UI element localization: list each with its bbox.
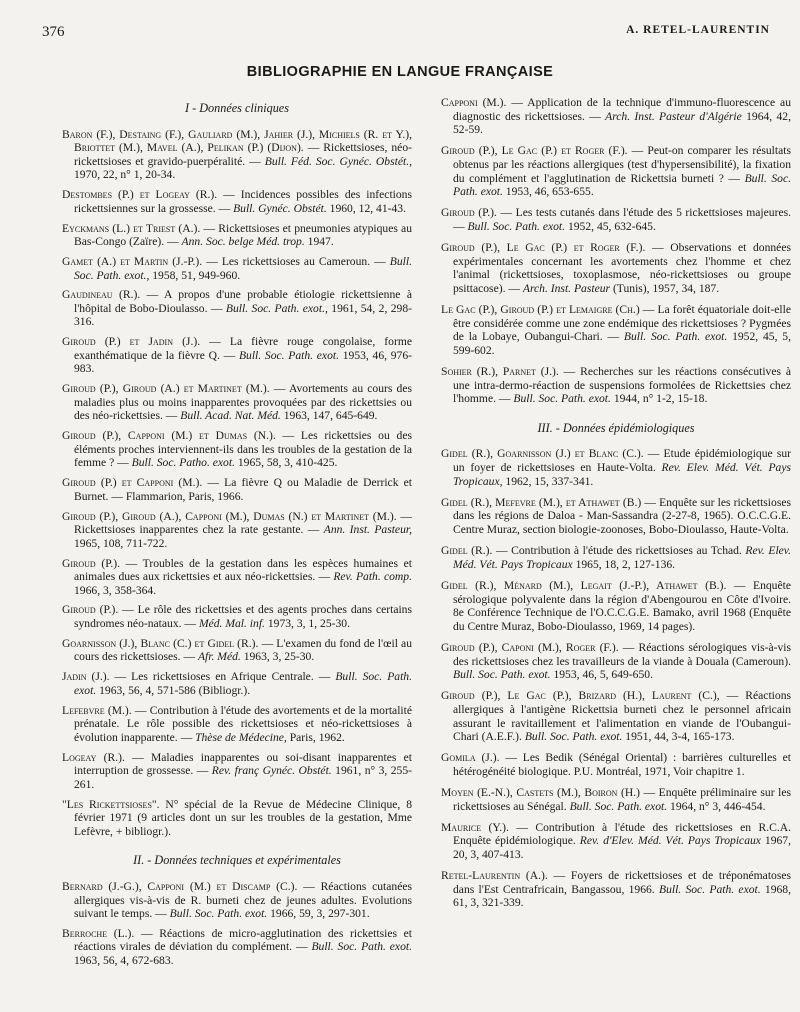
bibliography-entry <box>62 222 412 249</box>
entry-citation: 1968, 61, 3, 321-339. <box>453 882 791 910</box>
entry-authors: Goarnisson (J.), Blanc (C.) et Gidel (R.). <box>62 636 259 650</box>
entry-title: — Rickettsioses et pneumonies atypiques au Bas-Congo (Zaïre). — <box>74 221 412 249</box>
bibliography-entry <box>62 704 412 745</box>
bibliography-entry <box>62 476 412 503</box>
entry-authors: Jadin (J.). <box>62 670 110 684</box>
bibliography-entry <box>441 869 791 910</box>
bibliography-entry <box>62 798 412 839</box>
entry-citation: 1953, 46, 653-655. <box>502 185 594 199</box>
entry-source: Afr. Méd. <box>197 650 241 664</box>
entry-authors: Giroud (P.). <box>62 556 121 570</box>
entry-source: Bull. Soc. Path. exot. <box>658 882 761 896</box>
bibliography-entry <box>62 670 412 697</box>
section-heading-techniques: II. - Données techniques et expérimentales <box>133 853 341 868</box>
bibliography-entry <box>62 288 412 329</box>
entry-title: — Contribution à l'étude des avortements et de la mortalité prénatale. Le rôle possible des rickettsioses et néo-rickettsioses à évolution inapparente. — <box>74 703 413 744</box>
entry-source: Bull. Soc. Path. exot. <box>569 799 668 813</box>
entry-authors: Gidel (R.), Goarnisson (J.) et Blanc (C.). <box>441 447 644 461</box>
entry-authors: Logeay (R.). <box>62 750 125 764</box>
entry-source: Rev. franç Gynéc. Obstét. <box>211 764 332 778</box>
bibliography-entry <box>62 128 412 182</box>
entry-authors: Gaudineau (R.). <box>62 288 141 302</box>
entry-authors: Lefebvre (M.). <box>62 703 132 717</box>
running-header <box>42 24 770 44</box>
entry-source: Bull. Soc. Path. exot. <box>524 730 623 744</box>
entry-source: Bull. Soc. Path. exot. <box>513 392 611 406</box>
section-heading-epidemiology: III. - Données épidémiologiques <box>537 420 695 435</box>
epidemiology-entries <box>441 447 791 910</box>
bibliography-entry <box>441 579 791 633</box>
entry-title: — Réactions cutanées allergiques vis-à-vis de R. burneti chez de jeunes adultes. Evolutions suivant le temps. — <box>74 879 412 921</box>
entry-authors: Giroud (P.) et Capponi (M.). <box>62 476 203 490</box>
entry-citation: Paris, 1962. <box>286 730 345 744</box>
entry-citation: 1973, 3, 1, 25-30. <box>264 617 350 631</box>
entry-authors: Gidel (R.), Mefevre (M.), et Athawet (B.) <box>441 495 642 509</box>
entry-title: — Réactions sérologiques vis-à-vis des rickettsioses chez les travailleurs de la viande à Douala (Cameroun). <box>453 640 792 668</box>
entry-citation: 1947. <box>304 235 334 249</box>
entry-citation: 1965, 108, 711-722. <box>74 536 168 550</box>
entry-title: — Les rickettsioses en Afrique Centrale. — <box>109 670 336 684</box>
entry-title: — La fièvre rouge congolaise, forme exanthématique de la fièvre Q. — <box>74 335 412 362</box>
entry-source: Bull. Soc. Path. exot. <box>467 219 566 233</box>
entry-authors: Baron (F.), Destaing (F.), Gauliard (M.), Jahier (J.), Michiels (R. et Y.), Briottet (M.), Mavel (A.), Pelikan (P.) (Dijon). <box>62 127 412 155</box>
entry-authors: Giroud (P.), Le Gac (P.) et Roger (F.). <box>441 241 646 255</box>
bibliography-entry <box>441 786 791 813</box>
entry-title: — Les rickettsioses au Cameroun. — <box>202 254 390 268</box>
bibliography-entry <box>62 637 412 664</box>
bibliography-entry <box>62 429 412 470</box>
entry-title: — Réactions de micro-agglutination des rickettsies et réactions virales de déviation du complément. — <box>74 926 413 954</box>
entry-authors: Capponi (M.). <box>441 96 507 109</box>
entry-citation: 1966, 59, 3, 297-301. <box>267 907 370 921</box>
entry-authors: Le Gac (P.), Giroud (P.) et Lemaigre (Ch.) <box>441 303 640 317</box>
entry-authors: Sohier (R.), Parnet (J.). <box>441 365 559 379</box>
entry-citation: 1967, 20, 3, 407-413. <box>453 834 791 862</box>
entry-source: Bull. Soc. Patho. exot. <box>131 456 235 470</box>
entry-source: Ann. Inst. Pasteur, <box>323 523 412 537</box>
page-title: BIBLIOGRAPHIE EN LANGUE FRANÇAISE <box>246 64 554 80</box>
entry-authors: Giroud (P.). <box>62 603 119 617</box>
bibliography-entry <box>441 821 791 862</box>
bibliography-entry <box>441 241 791 295</box>
bibliography-entry <box>441 303 791 357</box>
entry-source: Bull. Soc. Path. exot. <box>169 907 268 921</box>
bibliography-entry <box>441 641 791 682</box>
entry-title: — Application de la technique d'immuno-fluorescence au diagnostic des rickettsioses. — <box>453 96 791 123</box>
entry-authors: "Les Rickettsioses". <box>62 797 160 811</box>
entry-title: — Les Bedik (Sénégal Oriental) : barrières culturelles et hétérogénéité biologique. P.U. Montréal, 1971, Voir chapitre 1. <box>453 751 791 778</box>
entry-title: — Foyers de rickettsioses et de tréponématoses dans l'Est Centrafricain, Bangassou, 1966. <box>453 869 792 896</box>
entry-citation: 1953, 46, 976-983. <box>74 348 413 376</box>
entry-citation: 1963, 56, 4, 672-683. <box>74 954 174 968</box>
entry-title: — Contribution à l'étude des rickettsioses au Tchad. <box>492 544 746 558</box>
entry-authors: Gidel (R.). <box>441 544 493 558</box>
entry-citation: 1952, 45, 5, 599-602. <box>453 330 791 357</box>
entry-title: — L'examen du fond de l'œil au cours des rickettsioses. — <box>74 636 412 664</box>
entry-title: — Enquête sur les rickettsioses dans les régions de Daloa - Man-Sassandra (2-27-8, 1965). O.C.C.G.E. Centre Muraz, section biologie-zoonoses, Bobo-Dioulasso, Haute-Volta. <box>453 495 791 536</box>
entry-citation: 1963, 56, 4, 571-586 (Bibliogr.). <box>96 683 251 697</box>
clinical-entries <box>62 128 412 839</box>
entry-source: Thèse de Médecine, <box>195 730 287 744</box>
entry-title: — Rickettsioses inapparentes chez la rate gestante. — <box>74 509 413 537</box>
entry-authors: Gidel (R.), Ménard (M.), Legait (J.-P.), Athawet (B.). <box>441 578 727 592</box>
entry-source: Rev. Path. comp. <box>333 570 413 584</box>
entry-citation: 1965, 58, 3, 410-425. <box>234 456 338 470</box>
entry-citation: 1960, 12, 41-43. <box>326 201 406 215</box>
entry-source: Bull. Soc. Path. exot. <box>311 940 412 954</box>
entry-title: — Maladies inapparentes ou soi-disant inapparentes et interruption de grossesse. — <box>74 750 412 778</box>
entry-title: — Etude épidémiologique sur un foyer de rickettsioses en Haute-Volta. <box>453 447 791 475</box>
entry-authors: Berroche (L.). <box>62 926 135 940</box>
technique-entries <box>62 880 412 968</box>
entry-authors: Maurice (Y.). <box>441 820 509 834</box>
entry-citation: 1965, 18, 2, 127-136. <box>572 557 676 571</box>
entry-authors: Giroud (P.) et Jadin (J.). <box>62 335 201 349</box>
entry-authors: Giroud (P.), Giroud (A.) et Martinet (M.). <box>62 382 270 396</box>
entry-source: Rev. Elev. Méd. Vét. Pays Tropicaux <box>453 544 791 571</box>
bibliography-entry <box>62 255 412 282</box>
entry-citation: 1962, 15, 337-341. <box>502 474 594 488</box>
entry-title: — Observations et données expérimentales concernant les avortements chez l'homme et chez l'animal (rickettsioses, toxoplasmose, néo-rickettsioses ou groupe psittacose). — <box>453 241 791 295</box>
entry-citation: 1944, n° 1-2, 15-18. <box>610 392 708 406</box>
entry-source: Bull. Féd. Soc. Gynéc. Obstét., <box>264 154 413 168</box>
entry-title: — Réactions allergiques à l'antigène Rickettsia burneti chez le personnel africain assurant le ravitaillement et l'alimentation en viande de l'Oubangui-Chari (A.E.F.). <box>453 689 791 744</box>
entry-authors: Giroud (P.), Caponi (M.), Roger (F.). <box>441 640 619 654</box>
entry-authors: Giroud (P.), Capponi (M.) et Dumas (N.). <box>62 429 276 443</box>
running-author: A. RETEL-LAURENTIN <box>626 24 770 36</box>
entry-title: — Avortements au cours des maladies plus ou moins inapparentes provoquées par des rickettsies ou des néo-rickettsies. — <box>74 382 412 423</box>
entry-citation: 1961, 54, 2, 298-316. <box>74 301 412 329</box>
bibliography-entry <box>441 447 791 488</box>
entry-citation: 1961, n° 3, 255-261. <box>74 764 412 791</box>
entry-source: Bull. Acad. Nat. Méd. <box>180 409 281 423</box>
entry-title: — A propos d'une probable étiologie rickettsienne à l'hôpital de Bobo-Dioulasso. — <box>74 288 412 315</box>
entry-citation: 1970, 22, n° 1, 20-34. <box>74 168 176 182</box>
entry-source: Arch. Inst. Pasteur d'Algérie <box>605 109 742 123</box>
page-number: 376 <box>42 24 65 40</box>
entry-authors: Giroud (P.). <box>441 206 497 220</box>
entry-citation: (Tunis), 1957, 34, 187. <box>610 281 720 295</box>
entry-citation: 1951, 44, 3-4, 165-173. <box>622 730 735 744</box>
entry-source: Rev. d'Elev. Méd. Vét. Pays Tropicaux <box>579 834 761 848</box>
bibliography-entry <box>62 382 412 423</box>
bibliography-entry <box>441 96 791 137</box>
bibliography-entry <box>441 544 791 571</box>
entry-source: Bull. Soc. Path. exot. <box>238 348 339 362</box>
entry-authors: Giroud (P.), Le Gac (P.), Brizard (H.), Laurent (C.), <box>441 689 720 703</box>
entry-authors: Gomila (J.). <box>441 751 500 765</box>
bibliography-entry <box>62 603 412 630</box>
bibliography-entry <box>62 880 412 921</box>
entry-source: Bull. Soc. Path. exot. <box>623 330 728 344</box>
bibliography-entry <box>62 557 412 598</box>
entry-title: — La fièvre Q ou Maladie de Derrick et Burnet. — Flammarion, Paris, 1966. <box>74 476 413 503</box>
entry-source: Bull. Gynéc. Obstét. <box>233 201 327 215</box>
bibliography-entry <box>62 335 412 376</box>
bibliography-entry <box>62 927 412 968</box>
entry-source: Méd. Mal. inf. <box>198 617 265 631</box>
entry-title: — Recherches sur les réactions consécutives à une intra-dermo-réaction de suspensions formolées de Rickettsies chez l'homme. — <box>453 365 791 406</box>
entry-title: N° spécial de la Revue de Médecine Clinique, 8 février 1971 (9 articles dont un sur les troubles de la gestation, Mme Lefèvre, + bibliogr.). <box>74 797 412 838</box>
entry-authors: Destombes (P.) et Logeay (R.). <box>62 188 218 202</box>
entry-source: Bull. Soc. Path. exot. <box>453 171 791 199</box>
entry-source: Rev. Elev. Méd. Vét. Pays Tropicaux, <box>453 461 791 488</box>
bibliography-entry <box>441 144 791 198</box>
entry-authors: Bernard (J.-G.), Capponi (M.) et Discamp (C.). <box>62 879 298 893</box>
entry-title: — Contribution à l'étude des rickettsioses en R.C.A. Enquête épidémiologique. <box>453 820 791 848</box>
entry-citation: 1964, n° 3, 446-454. <box>667 799 766 813</box>
entry-authors: Gamet (A.) et Martin (J.-P.). <box>62 254 203 268</box>
entry-authors: Moyen (E.-N.), Castets (M.), Boiron (H.) <box>441 786 640 800</box>
bibliography-entry <box>441 751 791 778</box>
technique-entries-continued <box>441 96 791 406</box>
entry-source: Bull. Soc. Path. exot. <box>453 668 551 682</box>
entry-citation: 1953, 46, 5, 649-650. <box>550 668 653 682</box>
bibliography-entry <box>441 365 791 406</box>
section-heading-clinical: I - Données cliniques <box>185 101 289 115</box>
bibliography-entry <box>441 496 791 537</box>
entry-title: — Peut-on comparer les résultats obtenus par les réactions allergiques (test d'hypersensibilité), la fixation du complément et l'agglutination de Rickettsia burneti ? — <box>453 144 791 185</box>
entry-title: — Le rôle des rickettsies et des agents proches dans certains syndromes néo-nataux. — <box>74 603 412 631</box>
entry-citation: 1952, 45, 632-645. <box>565 219 656 233</box>
bibliography-entry <box>62 751 412 792</box>
entry-title: — Les rickettsies ou des éléments proches interviennent-ils dans les troubles de la gestation de la femme ? — <box>74 429 412 470</box>
entry-title: — Les tests cutanés dans l'étude des 5 rickettsioses majeures. — <box>453 206 791 233</box>
entry-citation: 1958, 51, 949-960. <box>149 268 241 282</box>
entry-authors: Giroud (P.), Le Gac (P.) et Roger (F.). <box>441 144 628 158</box>
entry-citation: 1964, 42, 52-59. <box>453 109 791 137</box>
right-column <box>441 96 791 918</box>
entry-source: Bull. Soc. Path. exot., <box>225 301 328 315</box>
entry-source: Bull. Soc. Path. exot., <box>74 254 412 282</box>
entry-authors: Giroud (P.), Giroud (A.), Capponi (M.), Dumas (N.) et Martinet (M.). <box>62 509 397 523</box>
entry-title: — Enquête sérologique polyvalente dans la région d'Abengourou en Côte d'Ivoire. 8e Conférence Technique de l'O.C.C.G.E. Bamako, avril 1968 (Enquête du Centre Muraz, Bobo-Dioulasso, 1969, 14 pages). <box>453 578 791 633</box>
entry-citation: 1963, 147, 645-649. <box>280 409 378 423</box>
bibliography-entry <box>441 689 791 743</box>
entry-citation: 1963, 3, 25-30. <box>240 650 315 664</box>
entry-title: — Enquête préliminaire sur les rickettsioses au Sénégal. <box>453 786 791 813</box>
entry-title: — La forêt équatoriale doit-elle être considérée comme une zone endémique des rickettsioses ? Pygmées de la Lobaye, Oubangui-Chari. — <box>453 303 791 344</box>
bibliography-entry <box>62 510 412 551</box>
left-column <box>62 96 412 974</box>
entry-title: — Incidences possibles des infections rickettsiennes sur la grossesse. — <box>74 188 412 215</box>
entry-source: Ann. Soc. belge Méd. trop. <box>181 235 305 249</box>
entry-authors: Eyckmans (L.) et Triest (A.). <box>62 221 201 235</box>
bibliography-entry <box>62 188 412 215</box>
entry-source: Bull. Soc. Path. exot. <box>74 670 413 697</box>
entry-title: — Rickettsioses, néo-rickettsioses et gravido-puerpéralité. — <box>74 141 412 168</box>
entry-source: Arch. Inst. Pasteur <box>522 281 611 295</box>
entry-title: — Troubles de la gestation dans les espèces humaines et animales dues aux rickettsies et aux néo-rickettsies. — <box>74 556 412 584</box>
entry-authors: Retel-Laurentin (A.). <box>441 869 548 883</box>
bibliography-entry <box>441 206 791 233</box>
entry-citation: 1966, 3, 358-364. <box>74 583 157 597</box>
